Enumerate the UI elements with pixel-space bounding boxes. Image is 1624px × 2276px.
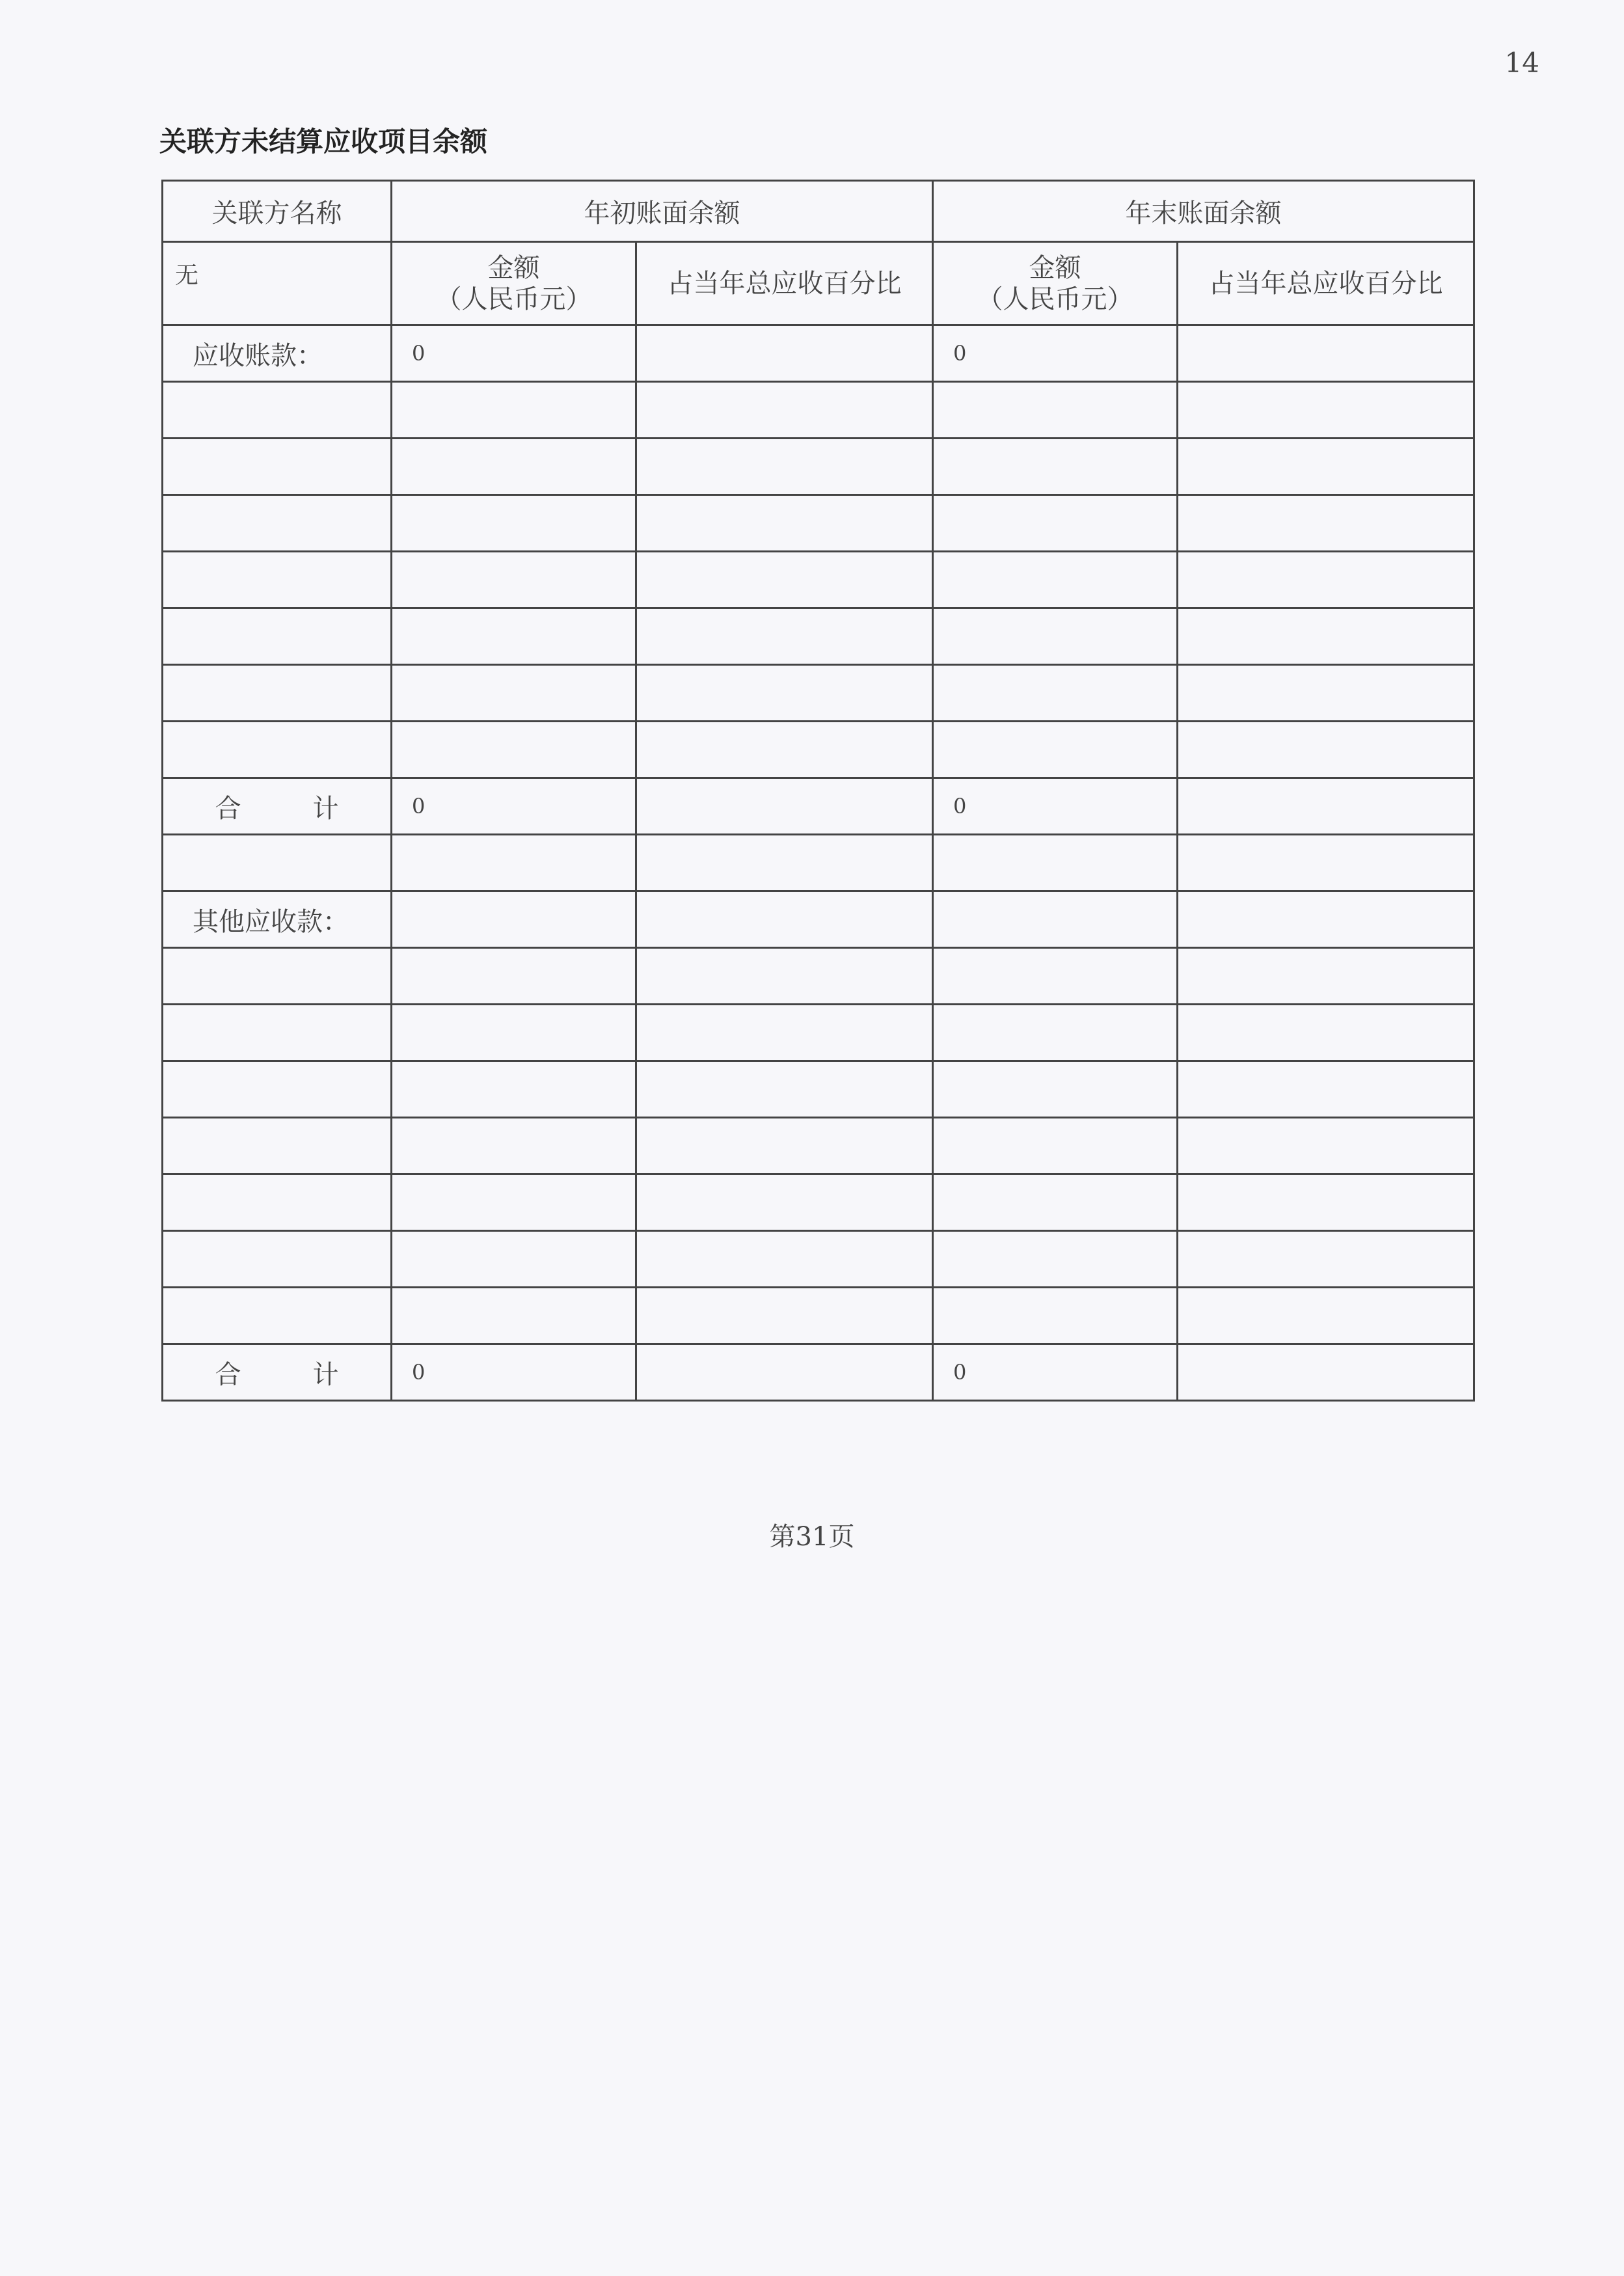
table-cell: [933, 1061, 1178, 1118]
table-cell: [392, 439, 636, 495]
table-cell: [636, 608, 933, 665]
table-cell: [636, 1118, 933, 1174]
table-cell: [1178, 1174, 1474, 1231]
table-cell: [392, 382, 636, 439]
table-cell: [163, 1061, 392, 1118]
amount-label: 金额: [1029, 252, 1081, 283]
header-closing-balance: 年末账面余额: [933, 181, 1474, 242]
table-row: [163, 495, 1474, 552]
table-row: [163, 382, 1474, 439]
table-cell: [392, 1118, 636, 1174]
receivables-total-closing-percent: [1178, 778, 1474, 835]
table-cell: [163, 665, 392, 722]
table-cell: [1178, 608, 1474, 665]
receivables-total-closing: 0: [933, 778, 1178, 835]
table-row: [163, 1118, 1474, 1174]
other-total-opening-percent: [636, 1344, 933, 1401]
table-cell: [392, 495, 636, 552]
table-cell: [1178, 1288, 1474, 1344]
receivables-opening-percent: [636, 325, 933, 382]
table-row: [163, 1061, 1474, 1118]
table-cell: [933, 1118, 1178, 1174]
table-cell: [392, 665, 636, 722]
table-cell: [636, 495, 933, 552]
other-total-label: 合 计: [163, 1344, 392, 1401]
table-cell: [163, 439, 392, 495]
table-cell: [392, 1288, 636, 1344]
table-cell: [933, 608, 1178, 665]
table-cell: [1178, 665, 1474, 722]
table-row: [163, 1231, 1474, 1288]
document-title: 关联方未结算应收项目余额: [159, 126, 488, 157]
table-cell: [636, 1005, 933, 1061]
table-cell: [933, 1288, 1178, 1344]
other-receivables-label: 其他应收款：: [163, 891, 392, 948]
table-subheader-row: [163, 242, 1474, 325]
other-receivables-row: [163, 891, 1474, 948]
other-total-opening: 0: [392, 1344, 636, 1401]
amount-label: 金额: [487, 252, 540, 283]
table-cell: [392, 1231, 636, 1288]
related-party-receivables-table: [161, 180, 1473, 1402]
table-cell: [636, 948, 933, 1005]
table-cell: [163, 1288, 392, 1344]
table-cell: [163, 1231, 392, 1288]
table-cell: [163, 948, 392, 1005]
table-row: [163, 1288, 1474, 1344]
table-cell: [1178, 1118, 1474, 1174]
amount-unit: （人民币元）: [435, 284, 592, 314]
table-cell: [392, 1174, 636, 1231]
table-cell: [163, 1174, 392, 1231]
table-cell: [1178, 948, 1474, 1005]
table-cell: [933, 1005, 1178, 1061]
table-cell: [392, 552, 636, 608]
page-footer: 第31页: [769, 1522, 855, 1552]
table-row: [163, 665, 1474, 722]
table-cell: [933, 948, 1178, 1005]
table-cell: [636, 722, 933, 778]
table-cell: [636, 382, 933, 439]
table-cell: [636, 1288, 933, 1344]
opening-percent-header: 占当年总应收百分比: [636, 242, 933, 325]
table-cell: [636, 439, 933, 495]
receivables-total-label: 合 计: [163, 778, 392, 835]
table-cell: [1178, 552, 1474, 608]
receivables-label: 应收账款：: [163, 325, 392, 382]
amount-unit: （人民币元）: [977, 284, 1133, 314]
table-cell: [636, 665, 933, 722]
other-total-closing-percent: [1178, 1344, 1474, 1401]
table-cell: [933, 665, 1178, 722]
receivables-total-row: [163, 778, 1474, 835]
receivables-closing-amount: 0: [933, 325, 1178, 382]
table-cell: [392, 608, 636, 665]
table-cell: [1178, 722, 1474, 778]
table-row: [163, 948, 1474, 1005]
receivables-closing-percent: [1178, 325, 1474, 382]
table-cell: [163, 1005, 392, 1061]
receivables-total-opening: 0: [392, 778, 636, 835]
table-cell: [1178, 439, 1474, 495]
table-cell: [1178, 1061, 1474, 1118]
receivables-row: [163, 325, 1474, 382]
table-cell: [1178, 1005, 1474, 1061]
table-cell: [392, 1061, 636, 1118]
table-row: [163, 608, 1474, 665]
table-cell: [636, 552, 933, 608]
opening-amount-header: [392, 242, 636, 325]
other-total-closing: 0: [933, 1344, 1178, 1401]
table-row: [163, 1174, 1474, 1231]
table-header-row: [163, 181, 1474, 242]
table-cell: [163, 608, 392, 665]
closing-amount-header: [933, 242, 1178, 325]
table-cell: [636, 1231, 933, 1288]
table-cell: [163, 382, 392, 439]
header-opening-balance: 年初账面余额: [392, 181, 933, 242]
receivables-total-opening-percent: [636, 778, 933, 835]
table-cell: [392, 948, 636, 1005]
table-row: [163, 552, 1474, 608]
table-row: [163, 722, 1474, 778]
table-cell: [933, 1231, 1178, 1288]
table-cell: [163, 552, 392, 608]
table-row: [163, 835, 1474, 891]
table-cell: [163, 722, 392, 778]
table-cell: [1178, 382, 1474, 439]
table-cell: [163, 1118, 392, 1174]
table-row: [163, 1005, 1474, 1061]
table-cell: [933, 1174, 1178, 1231]
table-cell: [1178, 495, 1474, 552]
table-row: [163, 439, 1474, 495]
table-cell: [392, 1005, 636, 1061]
table-cell: [1178, 1231, 1474, 1288]
party-name-value: 无: [163, 242, 392, 325]
table-cell: [163, 495, 392, 552]
header-party-name: 关联方名称: [163, 181, 392, 242]
table-cell: [933, 552, 1178, 608]
table-cell: [636, 1174, 933, 1231]
table-cell: [933, 495, 1178, 552]
table-cell: [636, 1061, 933, 1118]
table-cell: [933, 439, 1178, 495]
other-total-row: [163, 1344, 1474, 1401]
table-cell: [933, 382, 1178, 439]
page-number: 14: [1504, 47, 1539, 79]
closing-percent-header: 占当年总应收百分比: [1178, 242, 1474, 325]
table-cell: [392, 722, 636, 778]
table-cell: [933, 722, 1178, 778]
receivables-opening-amount: 0: [392, 325, 636, 382]
